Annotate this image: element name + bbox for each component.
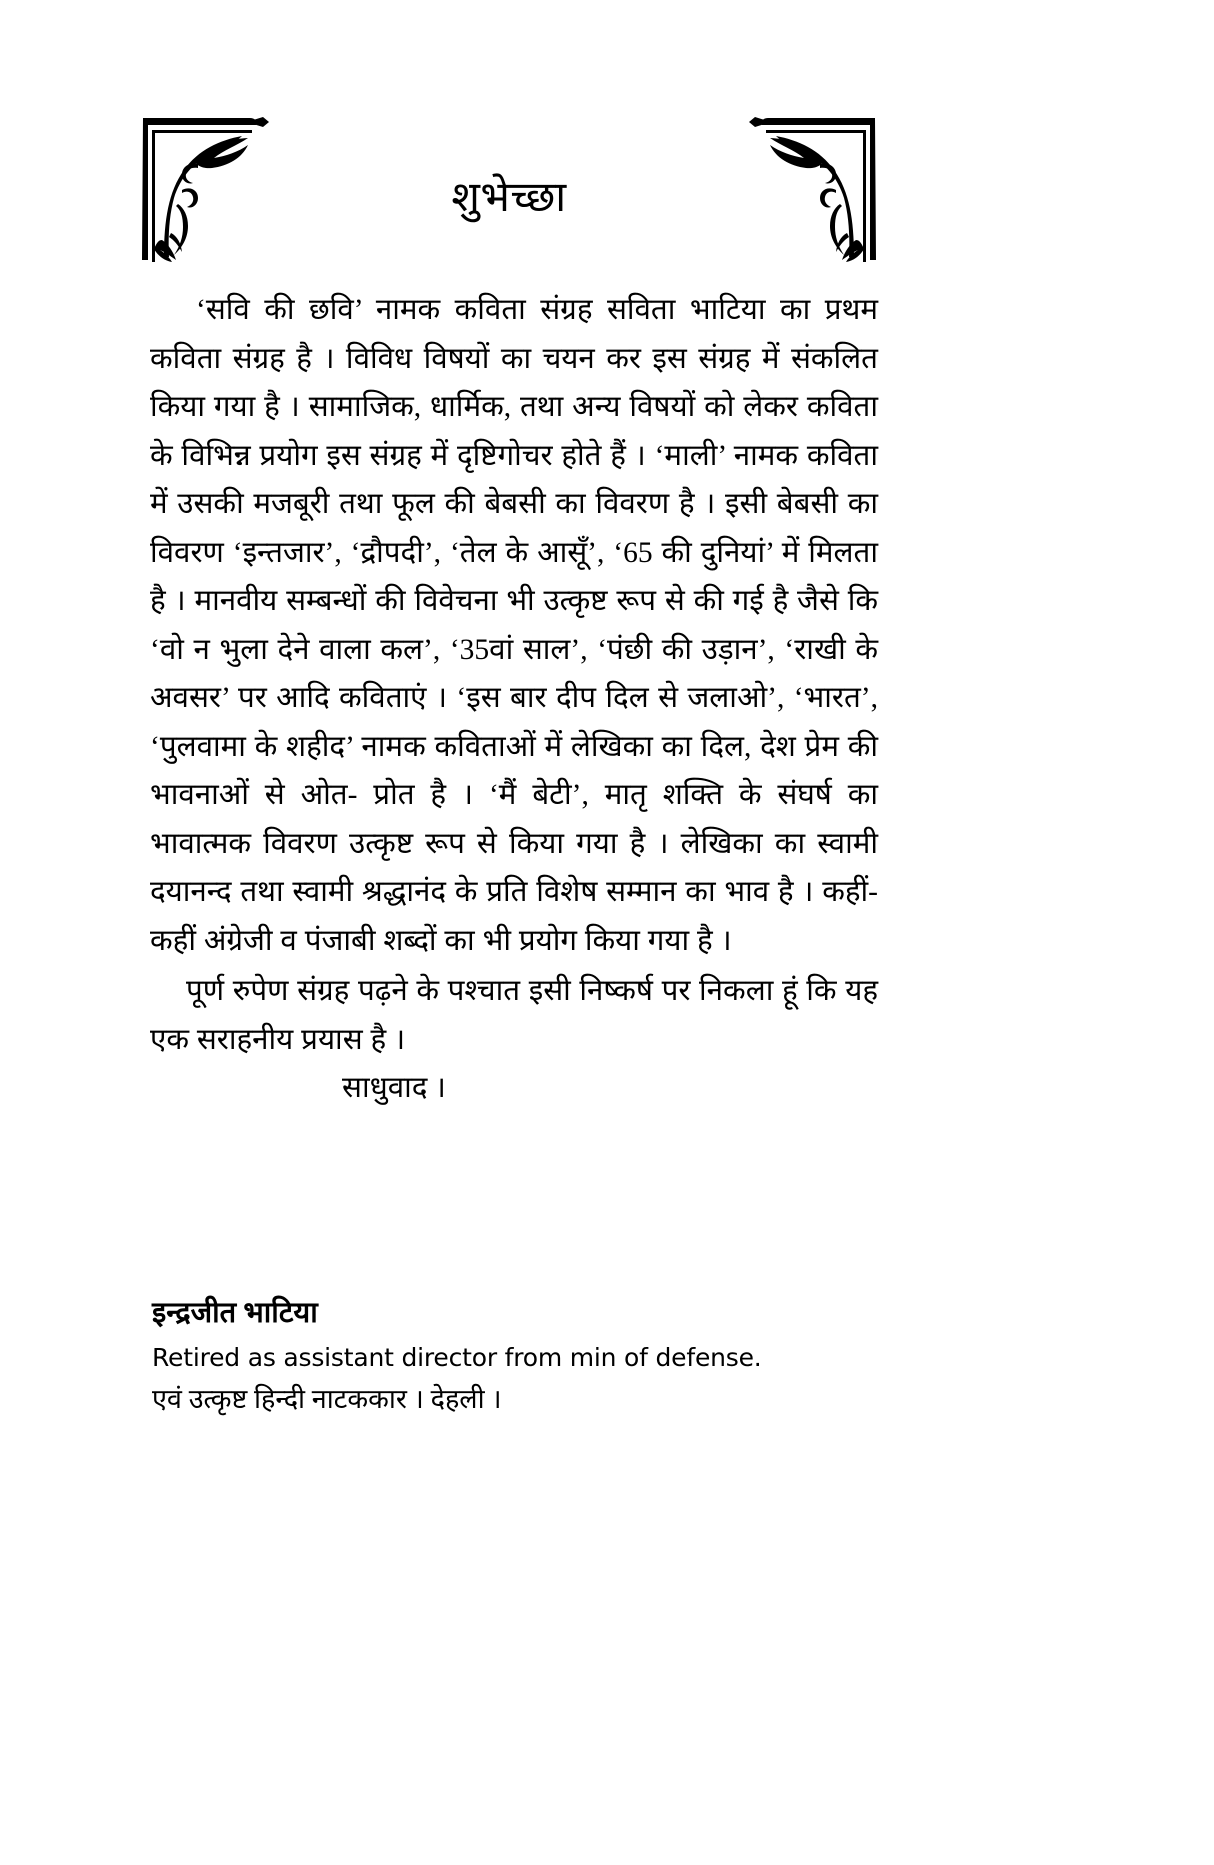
closing-salutation: साधुवाद । [342,1072,446,1104]
page-title: शुभेच्छा [451,175,567,221]
body-text [150,286,878,1142]
paragraph-1: ‘सवि की छवि’ नामक कविता संग्रह सविता भाटिया का प्रथम कविता संग्रह है । विविध विषयों का चयन कर इस संग्रह में संकलित किया गया है । सामाजिक, धार्मिक, तथा अन्य विषयों को लेकर कविता के विभिन्न प्रयोग इस संग्रह में दृष्टिगोचर होते हैं । ‘माली’ नामक कविता में उसकी मजबूरी तथा फूल की बेबसी का विवरण है । इसी बेबसी का विवरण ‘इन्तजार’, ‘द्रौपदी’, ‘तेल के आसूँ’, ‘65 की दुनियां’ में मिलता है । मानवीय सम्बन्धों की विवेचना भी उत्कृष्ट रूप से की गई है जैसे कि ‘वो न भुला देने वाला कल’, ‘35वां साल’, ‘पंछी की उड़ान’, ‘राखी के अवसर’ पर आदि कविताएं । ‘इस बार दीप दिल से जलाओ’, ‘भारत’, ‘पुलवामा के शहीद’ नामक कविताओं में लेखिका का दिल, देश प्रेम की भावनाओं से ओत- प्रोत है । ‘मैं बेटी’, मातृ शक्ति के संघर्ष का भावात्मक विवरण उत्कृष्ट रूप से किया गया है । लेखिका का स्वामी दयानन्द तथा स्वामी श्रद्धानंद के प्रति विशेष सम्मान का भाव है । कहीं-कहीं अंग्रेजी व पंजाबी शब्दों का भी प्रयोग किया गया है । [150,294,878,957]
page-header [138,112,880,272]
paragraph-2: पूर्ण रुपेण संग्रह पढ़ने के पश्चात इसी निष्कर्ष पर निकला हूं कि यह एक सराहनीय प्रयास है । [150,975,878,1056]
author-credential-hindi: एवं उत्कृष्ट हिन्दी नाटककार । देहली । [152,1384,502,1414]
signature-block [152,1293,880,1419]
author-name: इन्द्रजीत भाटिया [152,1297,318,1329]
author-credential-english: Retired as assistant director from min of defense. [152,1343,762,1372]
